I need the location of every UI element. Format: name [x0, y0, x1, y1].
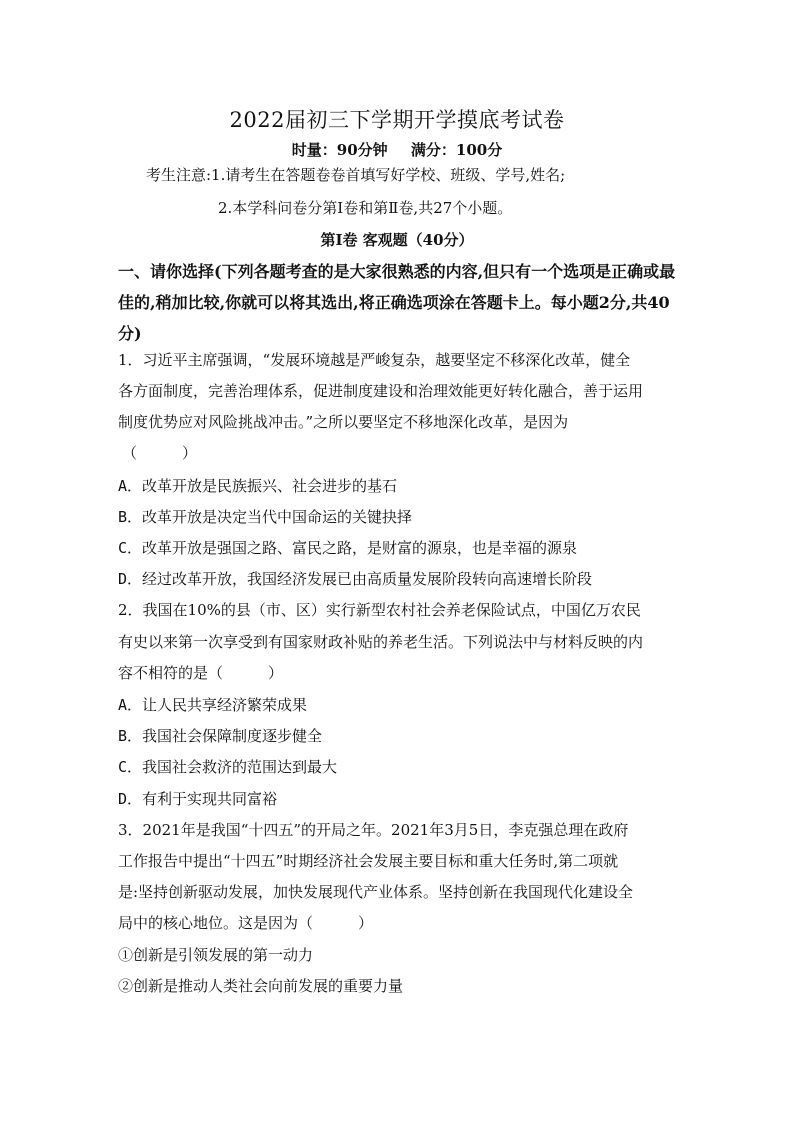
full-score: 满分：100分: [410, 141, 503, 159]
notice-line-2: 2.本学科问卷分第Ⅰ卷和第Ⅱ卷,共27个小题。: [218, 199, 513, 217]
exam-meta: [0, 139, 794, 160]
question-2-option-b: B．我国社会保障制度逐步健全: [118, 727, 323, 745]
question-1-answer-blank: （ ）: [122, 444, 198, 462]
question-1-line: 制度优势应对风险挑战冲击。”之所以要坚定不移地深化改革，是因为: [118, 413, 569, 431]
exam-title: 2022届初三下学期开学摸底考试卷: [229, 108, 565, 132]
notice-line-1: 考生注意:1.请考生在答题卷卷首填写好学校、班级、学号,姓名;: [146, 166, 566, 184]
question-1-option-a: A．改革开放是民族振兴、社会进步的基石: [118, 477, 398, 495]
question-1-option-b: B．改革开放是决定当代中国命运的关键抉择: [118, 508, 413, 526]
question-2-option-a: A．让人民共享经济繁荣成果: [118, 696, 308, 714]
part-heading: 一、请你选择(下列各题考查的是大家很熟悉的内容,但只有一个选项是正确或最佳的,稍加比较,你就可以将其选出,将正确选项涂在答题卡上。每小题2分,共40分): [118, 262, 676, 343]
question-2-option-d: D．有利于实现共同富裕: [118, 790, 278, 808]
question-3-statement-2: ②创新是推动人类社会向前发展的重要力量: [118, 977, 404, 995]
question-1-option-d: D．经过改革开放，我国经济发展已由高质量发展阶段转向高速增长阶段: [118, 570, 593, 588]
question-1-line: 1．习近平主席强调，“发展环境越是严峻复杂，越要坚定不移深化改革，健全: [118, 351, 631, 369]
question-2-line: 有史以来第一次享受到有国家财政补贴的养老生活。下列说法中与材料反映的内: [118, 633, 644, 651]
question-2-line: 2．我国在10%的县（市、区）实行新型农村社会养老保险试点，中国亿万农民: [118, 601, 641, 619]
question-3-line: 是:坚持创新驱动发展，加快发展现代产业体系。坚持创新在我国现代化建设全: [118, 883, 634, 901]
question-2-line: 容不相符的是（ ）: [118, 664, 284, 682]
question-3-line: 工作报告中提出“十四五”时期经济社会发展主要目标和重大任务时,第二项就: [118, 852, 619, 870]
question-3-line: 局中的核心地位。这是因为（ ）: [118, 914, 374, 932]
question-2-option-c: C．我国社会救济的范围达到最大: [118, 758, 338, 776]
question-1-option-c: C．改革开放是强国之路、富民之路，是财富的源泉，也是幸福的源泉: [118, 539, 578, 557]
time-limit: 时量：90分钟: [291, 141, 388, 159]
question-3-line: 3．2021年是我国“十四五”的开局之年。2021年3月5日，李克强总理在政府: [118, 821, 629, 839]
question-1-line: 各方面制度，完善治理体系，促进制度建设和治理效能更好转化融合，善于运用: [118, 382, 644, 400]
question-3-statement-1: ①创新是引领发展的第一动力: [118, 946, 314, 964]
section-title: 第Ⅰ卷 客观题（40分）: [320, 231, 474, 249]
